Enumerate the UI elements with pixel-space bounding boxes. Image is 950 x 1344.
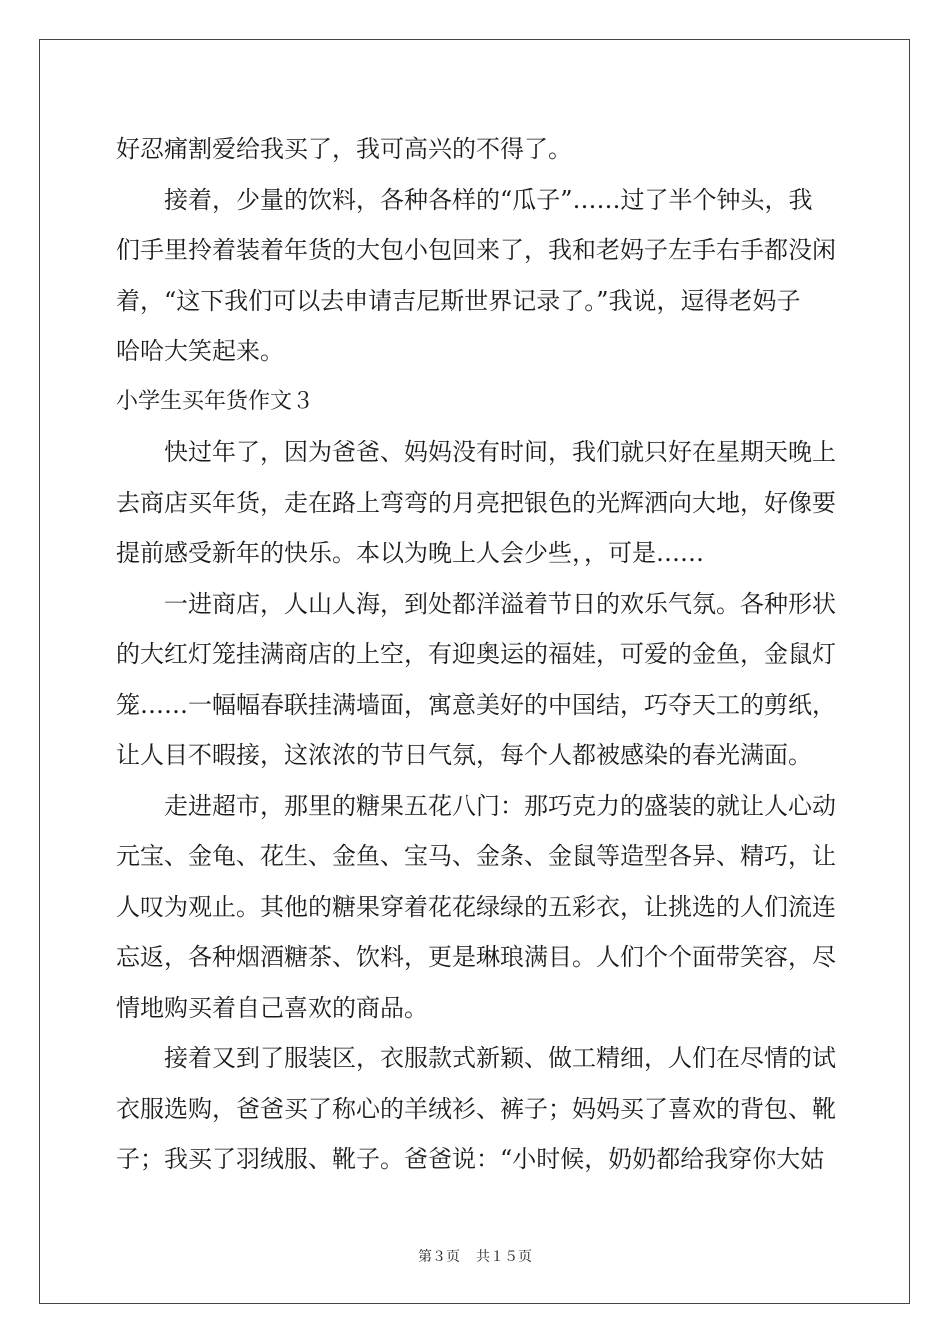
- text-line: 情地购买着自己喜欢的商品。: [116, 993, 428, 1022]
- text-line: 一进商店，人山人海，到处都洋溢着节日的欢乐气氛。各种形状: [164, 589, 836, 618]
- text-line: 哈哈大笑起来。: [116, 337, 284, 365]
- text-line: 们手里拎着装着年货的大包小包回来了，我和老妈子左手右手都没闲: [116, 236, 836, 264]
- page-footer: [0, 1246, 950, 1266]
- text-line: 好忍痛割爱给我买了，我可高兴的不得了。: [116, 135, 572, 163]
- text-line: 去商店买年货，走在路上弯弯的月亮把银色的光辉洒向大地，好像要: [116, 488, 836, 517]
- text-line: 提前感受新年的快乐。本以为晚上人会少些，，可是……: [116, 539, 704, 567]
- page-total: 共１５页: [476, 1249, 532, 1265]
- text-line: 让人目不暇接，这浓浓的节日气氛，每个人都被感染的春光满面。: [116, 741, 812, 769]
- document-body: [116, 124, 836, 1185]
- text-line: 的大红灯笼挂满商店的上空，有迎奥运的福娃，可爱的金鱼，金鼠灯: [116, 640, 836, 668]
- text-line: 子；我买了羽绒服、靴子。爸爸说：“小时候，奶奶都给我穿你大姑: [116, 1145, 825, 1173]
- text-line: 衣服选购，爸爸买了称心的羊绒衫、裤子；妈妈买了喜欢的背包、靴: [116, 1094, 836, 1123]
- text-line: 走进超市，那里的糖果五花八门：那巧克力的盛装的就让人心动: [164, 791, 836, 820]
- text-line: 元宝、金龟、花生、金鱼、宝马、金条、金鼠等造型各异、精巧，让: [116, 842, 836, 870]
- text-line: 笼……一幅幅春联挂满墙面，寓意美好的中国结，巧夺天工的剪纸，: [116, 690, 836, 719]
- text-line: 忘返，各种烟酒糖茶、饮料，更是琳琅满目。人们个个面带笑容，尽: [116, 943, 836, 971]
- page-number: 第３页: [418, 1249, 460, 1265]
- text-line: 接着又到了服装区，衣服款式新颖、做工精细，人们在尽情的试: [164, 1044, 836, 1072]
- text-line: 接着，少量的饮料，各种各样的“瓜子”……过了半个钟头，我: [164, 185, 813, 214]
- section-heading: 小学生买年货作文３: [116, 388, 315, 414]
- text-line: 快过年了，因为爸爸、妈妈没有时间，我们就只好在星期天晚上: [164, 438, 836, 466]
- text-line: 人叹为观止。其他的糖果穿着花花绿绿的五彩衣，让挑选的人们流连: [116, 892, 836, 921]
- text-line: 着，“这下我们可以去申请吉尼斯世界记录了。”我说，逗得老妈子: [116, 286, 801, 315]
